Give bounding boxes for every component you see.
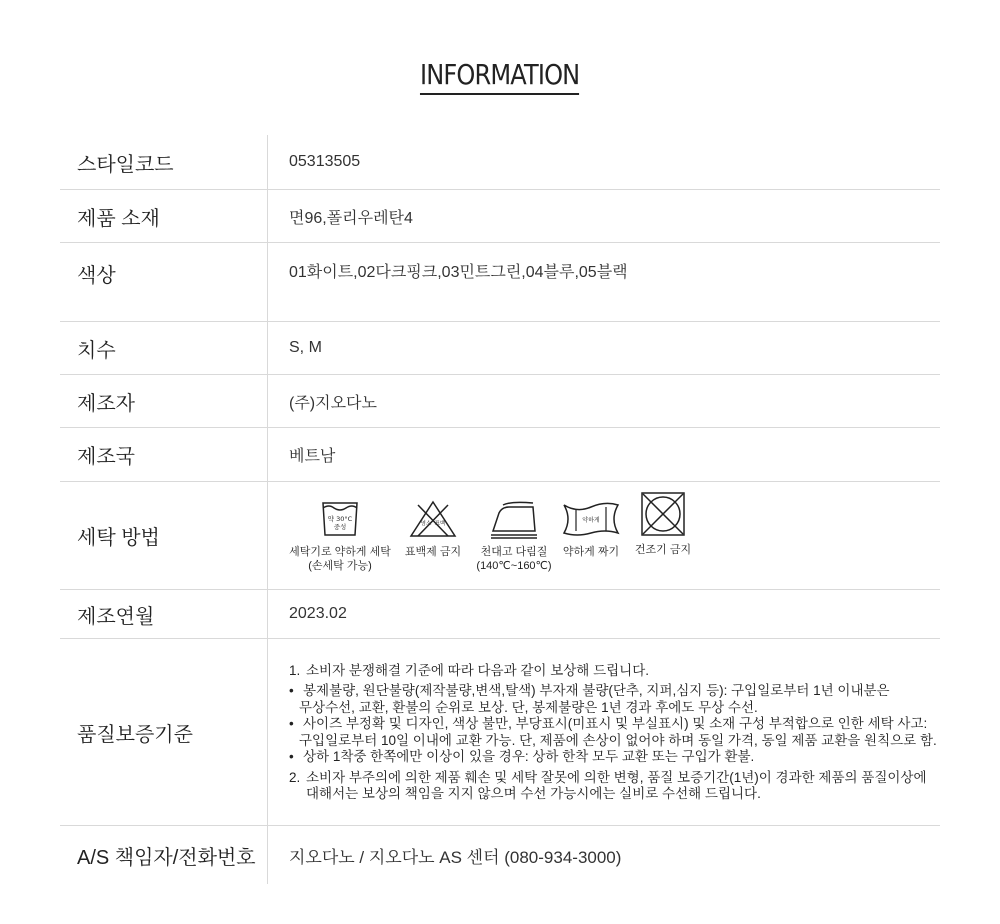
wash-caption-machine-2: (손세탁 가능) [308,559,372,572]
wring-gently-icon [562,499,620,539]
quality-text [289,662,937,803]
wash-tub-30c-icon [320,499,360,539]
row-manufacturer [60,375,940,428]
row-material [60,190,940,243]
quality-line [289,683,937,700]
wash-caption-iron-2: (140℃~160℃) [476,559,552,572]
bleach-inner-1: 염소 [420,520,432,527]
label-washing: 세탁 방법 [60,482,268,589]
quality-line [289,749,937,766]
quality-line [289,716,937,733]
info-table [60,135,940,884]
wash-inner-temp: 약 30°C [327,514,353,523]
value-style-code: 05313505 [289,153,361,170]
title-wrap [0,58,1000,95]
value-date: 2023.02 [289,605,347,622]
row-country [60,428,940,482]
iron-cloth-icon [489,499,539,539]
value-size: S, M [289,339,322,356]
wash-caption-no-bleach: 표백제 금지 [404,545,462,558]
value-country: 베트남 [289,448,336,465]
wash-icons [288,499,694,573]
wash-caption-machine-1: 세탁기로 약하게 세탁 [289,545,391,558]
quality-text-6: 상하 1착중 한쪽에만 이상이 있을 경우: 상하 한착 모두 교환 또는 구입가 환불. [303,749,755,764]
label-color: 색상 [60,243,268,321]
wring-inner: 약하게 [582,516,600,524]
wash-item-machine [288,499,392,573]
no-tumble-dry-icon [640,491,686,537]
wash-caption-no-dryer: 건조기 금지 [634,543,692,556]
value-quality [268,639,940,825]
row-date [60,590,940,639]
wash-item-wring [556,499,626,559]
no-bleach-icon [408,499,458,539]
label-quality: 품질보증기준 [60,639,268,825]
quality-line [289,770,937,787]
label-material: 제품 소재 [60,190,268,242]
row-color [60,243,940,322]
label-as: A/S 책임자/전화번호 [60,826,268,884]
quality-num-2: 2. [289,769,301,785]
quality-text-7: 소비자 부주의에 의한 제품 훼손 및 세탁 잘못에 의한 변형, 품질 보증기간(1년)이 경과한 제품의 품질이상에 [306,769,927,785]
wash-caption-iron-1: 천대고 다림질 [480,545,548,558]
row-quality [60,639,940,826]
quality-text-4: 사이즈 부정확 및 디자인, 색상 불만, 부당표시(미표시 및 부실표시) 및 소재 구성 부적합으로 인한 세탁 사고: [303,716,928,731]
row-as [60,826,940,884]
page-title: INFORMATION [420,58,579,95]
bullet: • [289,716,294,731]
value-as: 지오다노 / 지오다노 AS 센터 (080-934-3000) [289,847,622,867]
quality-num-1: 1. [289,662,301,678]
quality-line [289,663,937,680]
wash-caption-wring: 약하게 짜기 [562,545,620,558]
wash-item-iron [472,499,556,573]
bleach-inner-2: 표백 [434,520,446,527]
bullet: • [289,683,294,698]
quality-text-3: 무상수선, 교환, 환불의 순위로 보상. 단, 봉제불량은 1년 경과 후에도 무상 수선. [299,699,758,715]
quality-line [289,786,937,803]
label-country: 제조국 [60,428,268,481]
quality-text-8: 대해서는 보상의 책임을 지지 않으며 수선 가능시에는 실비로 수선해 드립니다. [306,786,761,801]
label-size: 치수 [60,322,268,374]
value-washing [268,482,940,589]
quality-text-1: 소비자 분쟁해결 기준에 따라 다음과 같이 보상해 드립니다. [306,662,649,678]
label-date: 제조연월 [60,590,268,638]
value-manufacturer: (주)지오다노 [289,394,377,412]
row-size [60,322,940,375]
wash-item-no-dryer [632,491,694,557]
value-color: 01화이트,02다크핑크,03민트그린,04블루,05블랙 [289,264,628,281]
row-style-code [60,135,940,190]
value-material: 면96,폴리우레탄4 [289,209,413,227]
bullet: • [289,749,294,764]
label-style-code: 스타일코드 [60,135,268,189]
quality-line [289,733,937,750]
quality-text-5: 구입일로부터 10일 이내에 교환 가능. 단, 제품에 손상이 없어야 하며 동일 가격, 동일 제품 교환을 원칙으로 함. [299,732,937,748]
quality-text-2: 봉제불량, 원단불량(제작불량,변색,탈색) 부자재 불량(단추, 지퍼,심지 등): 구입일로부터 1년 이내분은 [303,683,890,698]
label-manufacturer: 제조자 [60,375,268,427]
row-washing [60,482,940,590]
wash-item-no-bleach [400,499,466,559]
quality-line [289,700,937,717]
wash-inner-neutral: 중성 [333,522,347,531]
